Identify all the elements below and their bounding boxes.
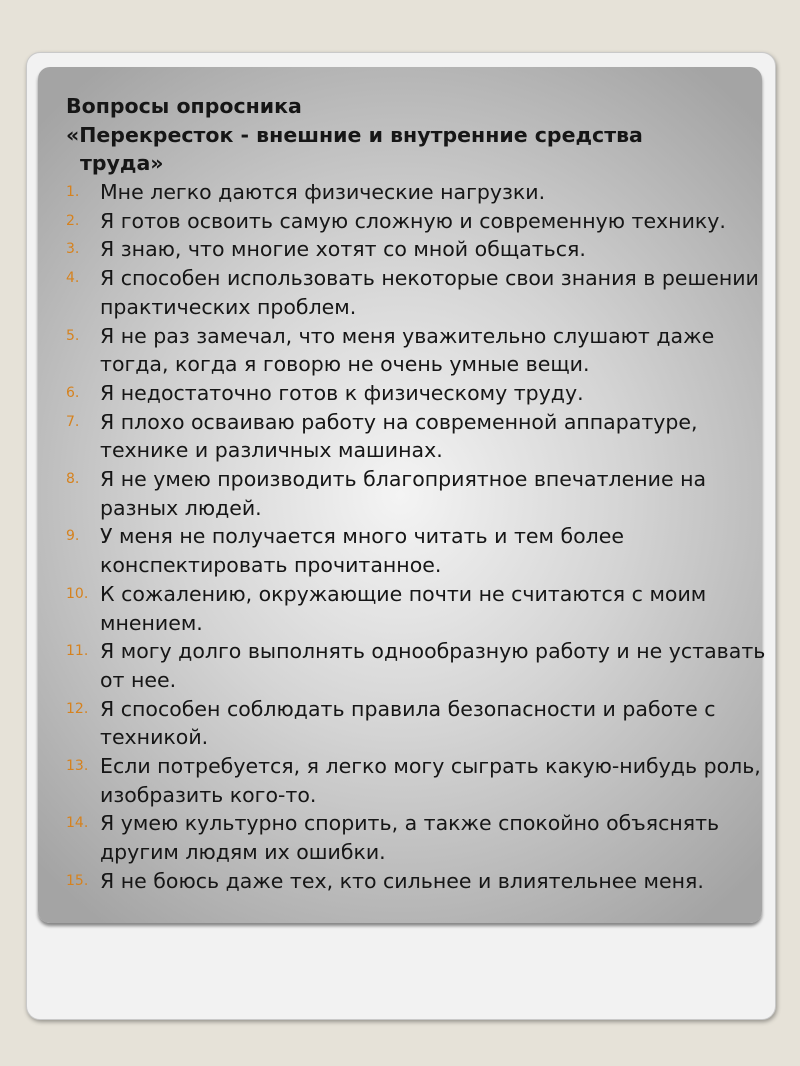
question-item	[66, 408, 766, 465]
question-number: 3.	[66, 241, 80, 258]
question-text: Я не раз замечал, что меня уважительно слушают даже тогда, когда я говорю не очень умные вещи.	[100, 323, 715, 377]
question-number: 8.	[66, 471, 80, 488]
question-number: 4.	[66, 270, 80, 287]
question-text: Я могу долго выполнять однообразную работу и не уставать от нее.	[100, 639, 766, 692]
question-item	[66, 235, 766, 264]
question-number: 7.	[66, 413, 80, 430]
slide-content	[66, 92, 766, 896]
question-text: Я знаю, что многие хотят со мной общаться.	[100, 237, 586, 262]
question-item	[66, 867, 766, 896]
question-item	[66, 322, 766, 379]
question-text: У меня не получается много читать и тем более конспектировать прочитанное.	[100, 524, 625, 578]
question-number: 10.	[66, 585, 89, 602]
question-text: Я умею культурно спорить, а также спокойно объяснять другим людям их ошибки.	[100, 811, 720, 865]
question-item	[66, 637, 766, 694]
question-number: 15.	[66, 872, 89, 889]
question-item	[66, 264, 766, 321]
question-number: 14.	[66, 815, 89, 832]
question-text: Я не умею производить благоприятное впечатление на разных людей.	[100, 467, 707, 520]
question-text: Я плохо осваиваю работу на современной аппаратуре, технике и различных машинах.	[100, 409, 698, 463]
question-number: 1.	[66, 184, 80, 200]
question-number: 2.	[66, 212, 80, 229]
question-text: Я способен соблюдать правила безопасности и работе с техникой.	[100, 696, 716, 750]
question-text: Мне легко даются физические нагрузки.	[100, 180, 546, 204]
question-item	[66, 465, 766, 522]
subtitle-line-1: «Перекресток - внешние и внутренние средства	[66, 123, 643, 147]
question-text: К сожалению, окружающие почти не считаются с моим мнением.	[100, 581, 707, 635]
question-text: Я не боюсь даже тех, кто сильнее и влиятельнее меня.	[100, 868, 704, 893]
question-number: 11.	[66, 643, 89, 660]
question-item	[66, 522, 766, 579]
question-number: 5.	[66, 327, 80, 344]
question-number: 12.	[66, 700, 89, 717]
question-item	[66, 695, 766, 752]
question-item	[66, 752, 766, 809]
subtitle-line-2: труда»	[80, 151, 164, 175]
question-number: 6.	[66, 384, 80, 401]
question-text: Если потребуется, я легко могу сыграть какую-нибудь роль, изобразить кого-то.	[100, 754, 761, 807]
question-item	[66, 809, 766, 866]
question-text: Я способен использовать некоторые свои знания в решении практических проблем.	[100, 266, 759, 319]
question-number: 13.	[66, 758, 89, 775]
question-item	[66, 580, 766, 637]
page-title: Вопросы опросника	[66, 94, 302, 118]
questions-list	[66, 178, 766, 896]
question-item	[66, 178, 766, 207]
question-item	[66, 379, 766, 408]
question-item	[66, 207, 766, 236]
question-text: Я недостаточно готов к физическому труду.	[100, 380, 584, 405]
question-text: Я готов освоить самую сложную и современную технику.	[100, 208, 726, 233]
question-number: 9.	[66, 528, 80, 545]
page-subtitle	[66, 121, 766, 177]
